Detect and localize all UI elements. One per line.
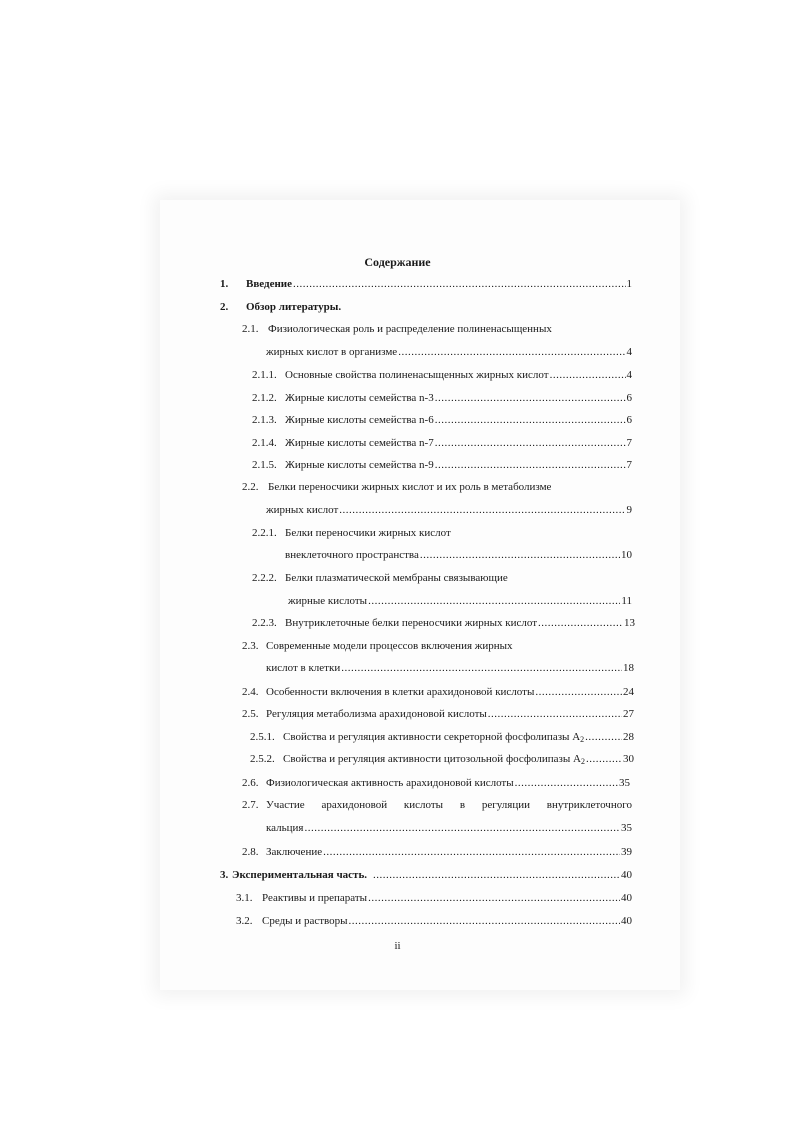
entry-page: 35 [621, 822, 632, 834]
entry-title: Особенности включения в клетки арахидоновой кислоты [266, 686, 535, 698]
page-number: ii [394, 940, 401, 952]
dot-leader [538, 615, 623, 631]
dot-leader [420, 547, 620, 563]
toc-entry-2-1[interactable] [242, 321, 632, 337]
toc-entry-2-5-2[interactable] [250, 751, 634, 767]
entry-page: 40 [621, 892, 632, 904]
entry-number: 2.5. [242, 708, 259, 720]
dot-leader [373, 867, 620, 883]
entry-page: 30 [623, 753, 634, 765]
entry-title: Внутриклеточные белки переносчики жирных кислот [285, 617, 538, 629]
entry-number: 2.2.3. [252, 617, 277, 629]
dot-leader [293, 276, 625, 292]
entry-word: в [459, 799, 466, 811]
entry-number: 2.1.2. [252, 392, 277, 404]
toc-entry-2-7-cont[interactable] [266, 820, 632, 836]
entry-title: жирных кислот [266, 504, 339, 516]
entry-page: 39 [621, 846, 632, 858]
entry-title: внеклеточного пространства [285, 549, 419, 561]
entry-number: 2.4. [242, 686, 259, 698]
entry-title: Обзор литературы. [246, 301, 342, 313]
dot-leader [339, 502, 625, 518]
toc-entry-3-1[interactable] [236, 890, 632, 906]
toc-entry-3-2[interactable] [236, 913, 632, 929]
dot-leader [515, 775, 618, 791]
entry-number: 3.1. [236, 892, 253, 904]
toc-entry-2-2-2-cont[interactable] [288, 593, 632, 609]
subscript: 2 [580, 735, 585, 744]
toc-entry-2-7[interactable] [242, 797, 632, 813]
entry-word: арахидоновой [321, 799, 388, 811]
dot-leader [349, 913, 620, 929]
entry-title: Белки переносчики жирных кислот и их роль в метаболизме [268, 481, 552, 493]
entry-number: 2.1. [242, 323, 259, 335]
toc-entry-2-3[interactable] [242, 638, 632, 654]
toc-entry-2-2-cont[interactable] [266, 502, 632, 518]
entry-title: Введение [246, 278, 293, 290]
dot-leader [323, 844, 620, 860]
entry-word: внутриклеточного [546, 799, 632, 811]
dot-leader [305, 820, 621, 836]
entry-title: Физиологическая активность арахидоновой кислоты [266, 777, 514, 789]
toc-entry-2-1-5[interactable] [252, 457, 632, 473]
entry-page: 9 [626, 504, 632, 516]
entry-number: 2.2.2. [252, 572, 277, 584]
entry-title: Физиологическая роль и распределение полиненасыщенных [268, 323, 552, 335]
entry-page: 40 [621, 915, 632, 927]
entry-number: 2.5.2. [250, 753, 275, 765]
toc-entry-2-2-1[interactable] [252, 525, 632, 541]
entry-title: Свойства и регуляция активности цитозольной фосфолипазы A [283, 753, 581, 765]
entry-title: Жирные кислоты семейства n-7 [285, 437, 434, 449]
entry-page: 18 [623, 662, 634, 674]
toc-entry-2-2[interactable] [242, 479, 632, 495]
toc-entry-2-1-cont[interactable] [266, 344, 632, 360]
toc-entry-2-4[interactable] [242, 684, 634, 700]
entry-page: 7 [626, 459, 632, 471]
entry-page: 13 [624, 617, 635, 629]
dot-leader [585, 729, 622, 745]
entry-number: 2.6. [242, 777, 259, 789]
entry-number: 2.1.1. [252, 369, 277, 381]
entry-title: Белки переносчики жирных кислот [285, 527, 451, 539]
toc-entry-2-8[interactable] [242, 844, 632, 860]
entry-page: 4 [626, 369, 632, 381]
entry-number: 2.8. [242, 846, 259, 858]
entry-number: 2.1.5. [252, 459, 277, 471]
toc-entry-2-1-4[interactable] [252, 435, 632, 451]
entry-title: Жирные кислоты семейства n-3 [285, 392, 434, 404]
entry-title: Основные свойства полиненасыщенных жирных кислот [285, 369, 549, 381]
entry-page: 24 [623, 686, 634, 698]
entry-title: Регуляция метаболизма арахидоновой кислоты [266, 708, 487, 720]
entry-number: 2.3. [242, 640, 259, 652]
entry-title: кислот в клетки [266, 662, 341, 674]
dot-leader [435, 390, 626, 406]
entry-title: Белки плазматической мембраны связывающие [285, 572, 508, 584]
dot-leader [435, 457, 626, 473]
toc-entry-2-2-1-cont[interactable] [285, 547, 632, 563]
dot-leader [368, 890, 620, 906]
entry-page: 27 [623, 708, 634, 720]
toc-entry-introduction[interactable] [220, 276, 632, 292]
toc-entry-2-1-3[interactable] [252, 412, 632, 428]
dot-leader [535, 684, 622, 700]
entry-title [266, 797, 632, 813]
entry-page: 4 [626, 346, 632, 358]
entry-number: 2. [220, 301, 229, 313]
entry-page: 7 [626, 437, 632, 449]
entry-page: 1 [626, 278, 632, 290]
toc-entry-2-2-2[interactable] [252, 570, 632, 586]
entry-number: 3.2. [236, 915, 253, 927]
toc-entry-experimental[interactable] [220, 867, 632, 883]
toc-entry-2-1-1[interactable] [252, 367, 632, 383]
entry-page: 40 [621, 869, 632, 881]
entry-title: кальция [266, 822, 304, 834]
entry-title: Жирные кислоты семейства n-6 [285, 414, 434, 426]
entry-number: 2.2. [242, 481, 259, 493]
dot-leader [398, 344, 625, 360]
entry-number: 2.1.4. [252, 437, 277, 449]
entry-word: регуляции [481, 799, 530, 811]
entry-page: 35 [619, 777, 630, 789]
toc-entry-literature-review[interactable] [220, 299, 632, 315]
entry-number: 1. [220, 278, 229, 290]
dot-leader [341, 660, 622, 676]
entry-title: Свойства и регуляция активности секреторной фосфолипазы A [283, 731, 581, 743]
entry-title: жирные кислоты [288, 595, 368, 607]
entry-page: 28 [623, 731, 634, 743]
dot-leader [550, 367, 626, 383]
toc-entry-2-2-3[interactable] [252, 615, 635, 631]
entry-number: 3. [220, 869, 229, 881]
toc-entry-2-1-2[interactable] [252, 390, 632, 406]
entry-title: жирных кислот в организме [266, 346, 398, 358]
entry-title: Среды и растворы [262, 915, 348, 927]
entry-number: 2.5.1. [250, 731, 275, 743]
dot-leader [368, 593, 620, 609]
dot-leader [435, 412, 626, 428]
entry-number: 2.2.1. [252, 527, 277, 539]
entry-word: Участие [266, 799, 305, 811]
toc-entry-2-6[interactable] [242, 775, 630, 791]
entry-title: Жирные кислоты семейства n-9 [285, 459, 434, 471]
entry-page: 6 [626, 392, 632, 404]
entry-page: 11 [621, 595, 632, 607]
entry-page: 10 [621, 549, 632, 561]
subscript: 2 [580, 757, 585, 766]
toc-entry-2-5[interactable] [242, 706, 634, 722]
entry-title: Заключение [266, 846, 323, 858]
entry-title: Реактивы и препараты [262, 892, 368, 904]
entry-page: 6 [626, 414, 632, 426]
page-title: Содержание [364, 255, 431, 269]
dot-leader [435, 435, 626, 451]
dot-leader [586, 751, 622, 767]
entry-word: кислоты [403, 799, 444, 811]
toc-entry-2-3-cont[interactable] [266, 660, 634, 676]
entry-title: Экспериментальная часть. [232, 869, 368, 881]
toc-entry-2-5-1[interactable] [250, 729, 634, 745]
entry-title: Современные модели процессов включения жирных [266, 640, 513, 652]
entry-number: 2.1.3. [252, 414, 277, 426]
entry-number: 2.7. [242, 799, 259, 811]
dot-leader [488, 706, 622, 722]
